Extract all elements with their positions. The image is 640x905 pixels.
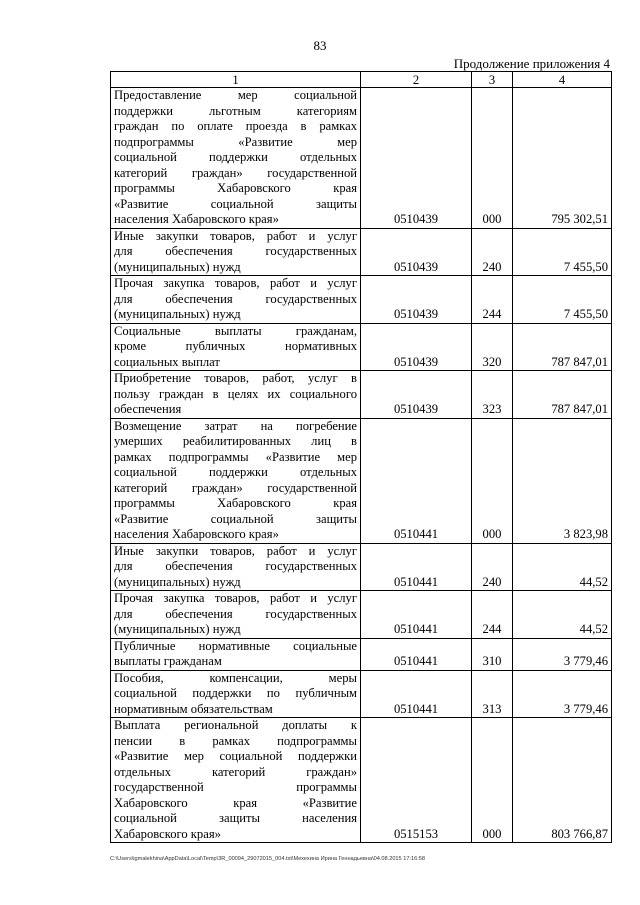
row-code: 0510441 [361,670,472,718]
row-name-line: для обеспечения государственных [114,559,357,573]
table-row [111,638,612,670]
table-row [111,418,612,543]
table-header-row [111,72,612,88]
header-col-4: 4 [513,72,612,88]
row-vr: 240 [472,228,513,276]
row-name-line: социальных выплат [114,354,220,369]
row-name-line: (муниципальных) нужд [114,622,241,636]
row-name-line: социальной поддержки отдельных [114,465,357,479]
row-name-line: Публичные нормативные социальные [114,638,357,653]
row-name [111,88,361,229]
table-row [111,88,612,229]
row-name-line: пенсии в рамках подпрограммы [114,733,357,748]
row-name-line: населения Хабаровского края» [114,212,279,226]
row-name [111,228,361,276]
row-name-line: Хабаровского края «Развитие [114,795,357,810]
row-sum: 7 455,50 [513,276,612,324]
row-name-line: программы Хабаровского края [114,181,357,195]
row-sum: 3 823,98 [513,418,612,543]
row-vr: 244 [472,591,513,639]
row-name-line: Хабаровского края» [114,826,221,841]
row-name-line: Предоставление мер социальной [114,88,357,102]
row-sum: 803 766,87 [513,718,612,843]
row-vr: 240 [472,543,513,591]
row-name-line: (муниципальных) нужд [114,574,241,589]
table-row [111,718,612,843]
row-name-line: Возмещение затрат на погребение [114,418,357,433]
row-name-line: социальной поддержки по публичным [114,686,357,700]
header-col-2: 2 [361,72,472,88]
row-code: 0510439 [361,228,472,276]
row-vr: 000 [472,418,513,543]
row-code: 0510441 [361,418,472,543]
row-code: 0515153 [361,718,472,843]
row-name [111,591,361,639]
row-name-line: Выплата региональной доплаты к [114,718,357,732]
row-vr: 310 [472,638,513,670]
row-name-line: «Развитие социальной защиты [114,511,357,526]
row-name-line: Иные закупки товаров, работ и услуг [114,228,357,243]
row-code: 0510441 [361,638,472,670]
row-name-line: социальной защиты населения [114,811,357,825]
row-name-line: социальной поддержки отдельных [114,150,357,164]
row-sum: 3 779,46 [513,670,612,718]
row-name-line: отдельных категорий граждан» [114,764,357,779]
row-name-line: выплаты гражданам [114,654,222,668]
row-sum: 7 455,50 [513,228,612,276]
table-row [111,276,612,324]
row-name-line: умерших реабилитированных лиц в [114,434,357,448]
row-vr: 313 [472,670,513,718]
row-name-line: Прочая закупка товаров, работ и услуг [114,276,357,290]
row-name-line: для обеспечения государственных [114,606,357,621]
row-name-line: рамках подпрограммы «Развитие мер [114,449,357,464]
row-name [111,638,361,670]
row-sum: 787 847,01 [513,371,612,419]
row-name-line: подпрограммы «Развитие мер [114,134,357,149]
row-sum: 3 779,46 [513,638,612,670]
row-name-line: населения Хабаровского края» [114,527,279,541]
table-row [111,228,612,276]
row-name-line: пользу граждан в целях их социального [114,386,357,401]
page-number: 83 [313,38,327,53]
row-sum: 44,52 [513,591,612,639]
table-row [111,323,612,371]
row-sum: 787 847,01 [513,323,612,371]
row-code: 0510439 [361,371,472,419]
row-name-line: Иные закупки товаров, работ и услуг [114,543,357,558]
row-code: 0510439 [361,88,472,229]
row-name [111,371,361,419]
table-row [111,670,612,718]
row-name-line: поддержки льготным категориям [114,103,357,118]
row-name [111,418,361,543]
budget-table [110,71,612,843]
row-code: 0510441 [361,591,472,639]
row-name-line: кроме публичных нормативных [114,339,357,353]
row-name-line: «Развитие мер социальной поддержки [114,749,357,763]
table-row [111,371,612,419]
row-sum: 795 302,51 [513,88,612,229]
row-name [111,718,361,843]
row-name-line: для обеспечения государственных [114,291,357,306]
row-vr: 000 [472,718,513,843]
row-code: 0510439 [361,323,472,371]
row-name-line: (муниципальных) нужд [114,259,241,274]
row-name [111,323,361,371]
row-name [111,543,361,591]
row-vr: 320 [472,323,513,371]
row-code: 0510441 [361,543,472,591]
row-name-line: Приобретение товаров, работ, услуг в [114,371,357,385]
row-name-line: обеспечения [114,402,182,416]
row-name-line: категорий граждан» государственной [114,480,357,495]
row-name-line: Пособия, компенсации, меры [114,670,357,685]
row-name-line: (муниципальных) нужд [114,307,241,321]
row-name-line: граждан по оплате проезда в рамках [114,119,357,133]
row-name-line: Социальные выплаты гражданам, [114,323,357,338]
row-vr: 244 [472,276,513,324]
row-name [111,276,361,324]
table-row [111,543,612,591]
file-path-footer: C:\Users\igmalekhina\AppData\Local\Temp\3R_00094_29072015_004.txt\Мехехина Ирина Геннадьевна\04.08.2015 17:16:58 [110,856,425,862]
row-name-line: для обеспечения государственных [114,244,357,258]
row-name-line: Прочая закупка товаров, работ и услуг [114,591,357,605]
row-code: 0510439 [361,276,472,324]
row-name-line: «Развитие социальной защиты [114,196,357,211]
row-sum: 44,52 [513,543,612,591]
header-col-1: 1 [111,72,361,88]
row-name [111,670,361,718]
table-body [111,88,612,843]
table-row [111,591,612,639]
row-vr: 323 [472,371,513,419]
row-name-line: государственной программы [114,780,357,794]
header-col-3: 3 [472,72,513,88]
row-name-line: нормативным обязательствам [114,701,273,716]
row-vr: 000 [472,88,513,229]
row-name-line: программы Хабаровского края [114,496,357,510]
row-name-line: категорий граждан» государственной [114,165,357,180]
continuation-label: Продолжение приложения 4 [453,56,610,71]
